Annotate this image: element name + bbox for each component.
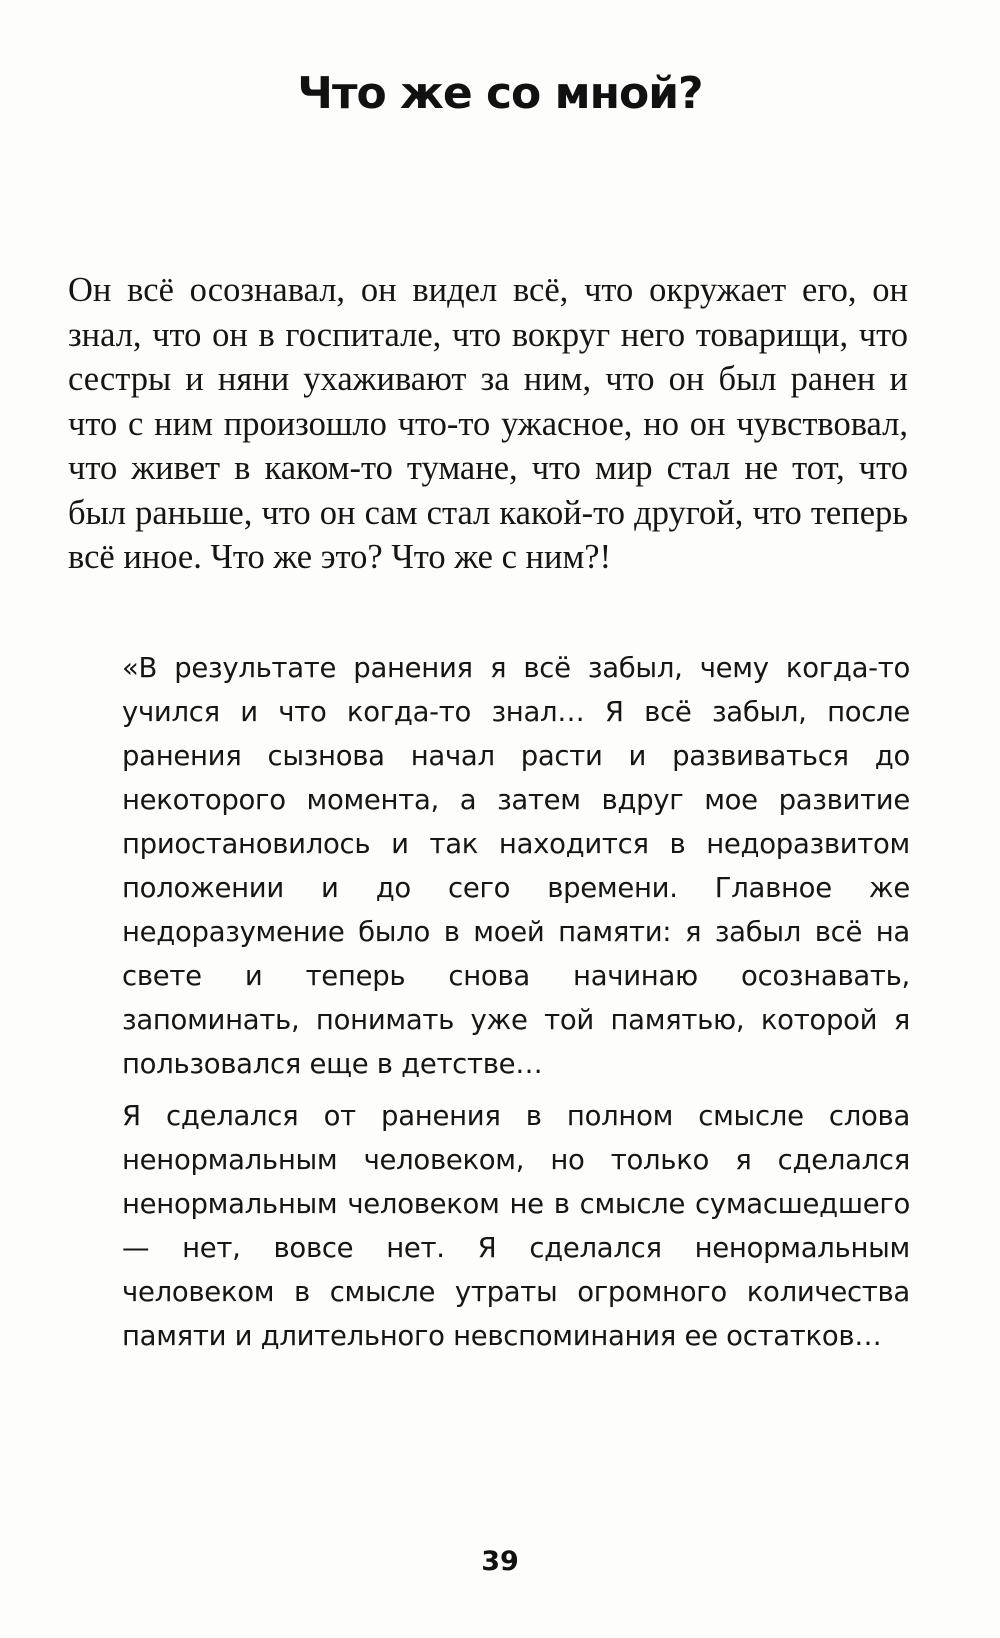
quote-paragraph-2: Я сделался от ранения в полном смысле слова ненормальным человеком, но только я сделался ненормальным человеком не в смысле сумасшедшего — нет, вовсе нет. Я сделался ненормальным человеком в смысле утраты огромного количества памяти и длительного невспоминания ее остатков… <box>122 1100 910 1352</box>
narrative-paragraph: Он всё осознавал, он видел всё, что окружает его, он знал, что он в госпитале, что вокруг него товарищи, что сестры и няни ухаживают за ним, что он был ранен и что с ним произошло что-то ужасное, но он чувствовал, что живет в каком-то тумане, что мир стал не тот, что был раньше, что он сам стал какой-то другой, что теперь всё иное. Что же это? Что же с ним?! <box>68 271 908 576</box>
chapter-title: Что же со мной? <box>297 68 703 119</box>
page-number: 39 <box>481 1546 519 1577</box>
quote-block <box>122 646 910 1366</box>
quote-paragraph-1: «В результате ранения я всё забыл, чему когда-то учился и что когда-то знал… Я всё забыл, после ранения сызнова начал расти и развиваться до некоторого момента, а затем вдруг мое развитие приостановилось и так находится в недоразвитом положении и до сего времени. Главное же недоразумение было в моей памяти: я забыл всё на свете и теперь снова начинаю осознавать, запоминать, понимать уже той памятью, которой я пользовался еще в детстве… <box>122 652 910 1080</box>
